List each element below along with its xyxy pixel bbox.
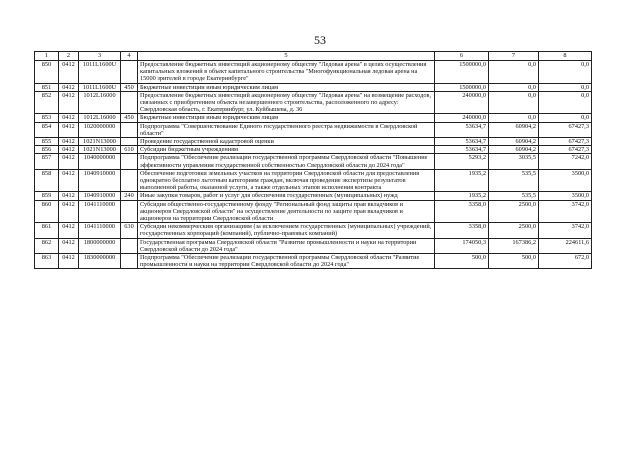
target-code-cell: 1830000000 — [79, 254, 121, 269]
expense-type-cell — [121, 122, 138, 137]
section-code-cell: 0412 — [59, 192, 79, 200]
amount-year2-cell: 0,0 — [489, 83, 539, 91]
amount-year2-cell: 167386,2 — [489, 238, 539, 253]
target-code-cell: 1040000000 — [79, 154, 121, 169]
description-cell: Субсидии бюджетным учреждениям — [138, 146, 435, 154]
target-code-cell: 1041110000 — [79, 200, 121, 223]
amount-year1-cell: 1935,2 — [435, 169, 489, 192]
amount-year2-cell: 2500,0 — [489, 200, 539, 223]
section-code-cell: 0412 — [59, 146, 79, 154]
header-cell: 4 — [121, 52, 138, 61]
table-row — [35, 254, 592, 269]
section-code-cell: 0412 — [59, 223, 79, 238]
amount-year3-cell: 672,0 — [539, 254, 592, 269]
amount-year1-cell: 1500000,0 — [435, 83, 489, 91]
description-cell: Проведение государственной кадастровой оценки — [138, 138, 435, 146]
row-number-cell: 855 — [35, 138, 59, 146]
expense-type-cell: 240 — [121, 192, 138, 200]
amount-year2-cell: 535,5 — [489, 169, 539, 192]
header-cell: 1 — [35, 52, 59, 61]
expense-type-cell — [121, 200, 138, 223]
amount-year3-cell: 3500,0 — [539, 192, 592, 200]
row-number-cell: 862 — [35, 238, 59, 253]
section-code-cell: 0412 — [59, 254, 79, 269]
amount-year2-cell: 60904,2 — [489, 122, 539, 137]
description-cell: Подпрограмма "Совершенствование Единого государственного реестра недвижимости в Свердловской области" — [138, 122, 435, 137]
amount-year3-cell: 67427,3 — [539, 146, 592, 154]
row-number-cell: 863 — [35, 254, 59, 269]
target-code-cell: 1021N13000 — [79, 138, 121, 146]
table-row — [35, 238, 592, 253]
section-code-cell: 0412 — [59, 154, 79, 169]
table-body — [35, 61, 592, 269]
amount-year1-cell: 174050,3 — [435, 238, 489, 253]
expense-type-cell — [121, 238, 138, 253]
amount-year3-cell: 0,0 — [539, 83, 592, 91]
row-number-cell: 851 — [35, 83, 59, 91]
table-row — [35, 192, 592, 200]
row-number-cell: 856 — [35, 146, 59, 154]
header-cell: 2 — [59, 52, 79, 61]
amount-year1-cell: 3358,0 — [435, 223, 489, 238]
amount-year3-cell: 3742,0 — [539, 200, 592, 223]
description-cell: Подпрограмма "Обеспечение реализации государственной программы Свердловской области "Развитие промышленности и науки на территории Свердловской области до 2024 года" — [138, 254, 435, 269]
header-cell: 5 — [138, 52, 435, 61]
expense-type-cell: 630 — [121, 223, 138, 238]
page-number: 53 — [314, 33, 326, 47]
header-cell: 8 — [539, 52, 592, 61]
row-number-cell: 861 — [35, 223, 59, 238]
amount-year2-cell: 0,0 — [489, 61, 539, 84]
description-cell: Субсидия общественно-государственному фонду "Региональный фонд защиты прав вкладчиков и акционеров Свердловской области" на осуществление деятельности по защите прав вкладчиков и акционеров на территории Свердловской области — [138, 200, 435, 223]
expense-type-cell — [121, 138, 138, 146]
section-code-cell: 0412 — [59, 114, 79, 122]
table-row — [35, 122, 592, 137]
target-code-cell: 1020000000 — [79, 122, 121, 137]
amount-year3-cell: 3500,0 — [539, 169, 592, 192]
amount-year1-cell: 1500000,0 — [435, 61, 489, 84]
table-row — [35, 223, 592, 238]
amount-year1-cell: 53634,7 — [435, 146, 489, 154]
section-code-cell: 0412 — [59, 91, 79, 114]
row-number-cell: 853 — [35, 114, 59, 122]
description-cell: Обеспечение подготовки земельных участков на территории Свердловской области для предоставления однократно бесплатно льготным категориям граждан, включая проведение экспертизы результатов выполненной работы, оказанной услуги, а также отдельных этапов исполнения контракта — [138, 169, 435, 192]
amount-year3-cell: 67427,3 — [539, 122, 592, 137]
target-code-cell: 1012L16000 — [79, 114, 121, 122]
amount-year1-cell: 240000,0 — [435, 114, 489, 122]
row-number-cell: 858 — [35, 169, 59, 192]
section-code-cell: 0412 — [59, 61, 79, 84]
amount-year1-cell: 240000,0 — [435, 91, 489, 114]
row-number-cell: 852 — [35, 91, 59, 114]
expense-type-cell — [121, 169, 138, 192]
description-cell: Государственная программа Свердловской области "Развитие промышленности и науки на территории Свердловской области до 2024 года" — [138, 238, 435, 253]
section-code-cell: 0412 — [59, 138, 79, 146]
description-cell: Иные закупки товаров, работ и услуг для обеспечения государственных (муниципальных) нужд — [138, 192, 435, 200]
row-number-cell: 857 — [35, 154, 59, 169]
expense-type-cell: 450 — [121, 114, 138, 122]
amount-year1-cell: 5293,2 — [435, 154, 489, 169]
description-cell: Бюджетные инвестиции иным юридическим лицам — [138, 114, 435, 122]
amount-year3-cell: 0,0 — [539, 61, 592, 84]
target-code-cell: 1041110000 — [79, 223, 121, 238]
target-code-cell: 1021N13000 — [79, 146, 121, 154]
target-code-cell: 1800000000 — [79, 238, 121, 253]
amount-year3-cell: 3742,0 — [539, 223, 592, 238]
row-number-cell: 850 — [35, 61, 59, 84]
description-cell: Предоставление бюджетных инвестиций акционерному обществу "Ледовая арена" в целях осуществления капитальных вложений в объект капитального строительства "Многофункциональная ледовая арена на 15000 зрителей в городе Екатеринбурге" — [138, 61, 435, 84]
table-row — [35, 138, 592, 146]
table-row — [35, 154, 592, 169]
description-cell: Субсидии некоммерческим организациям (за исключением государственных (муниципальных) учреждений, государственных корпораций (компаний), публично-правовых компаний) — [138, 223, 435, 238]
amount-year1-cell: 1935,2 — [435, 192, 489, 200]
row-number-cell: 860 — [35, 200, 59, 223]
header-cell: 6 — [435, 52, 489, 61]
target-code-cell: 1012L16000 — [79, 91, 121, 114]
expense-type-cell — [121, 61, 138, 84]
amount-year2-cell: 0,0 — [489, 91, 539, 114]
header-cell: 3 — [79, 52, 121, 61]
expense-type-cell — [121, 154, 138, 169]
expense-type-cell — [121, 91, 138, 114]
amount-year1-cell: 53634,7 — [435, 138, 489, 146]
amount-year3-cell: 0,0 — [539, 114, 592, 122]
expense-type-cell — [121, 254, 138, 269]
target-code-cell: 1011L1600U — [79, 83, 121, 91]
table-row — [35, 200, 592, 223]
budget-table — [34, 51, 592, 269]
table-row — [35, 61, 592, 84]
table-row — [35, 91, 592, 114]
section-code-cell: 0412 — [59, 122, 79, 137]
amount-year3-cell: 0,0 — [539, 91, 592, 114]
section-code-cell: 0412 — [59, 83, 79, 91]
description-cell: Предоставление бюджетных инвестиций акционерному обществу "Ледовая арена" на возмещение расходов, связанных с приобретением объекта незавершенного строительства, расположенного по адресу: Свердловская область, г. Екатеринбург, ул. Куйбышева, д. 36 — [138, 91, 435, 114]
amount-year2-cell: 60904,2 — [489, 146, 539, 154]
amount-year2-cell: 60904,2 — [489, 138, 539, 146]
row-number-cell: 859 — [35, 192, 59, 200]
description-cell: Подпрограмма "Обеспечение реализации государственной программы Свердловской области "Повышение эффективности управления государственной собственностью Свердловской области до 2024 года" — [138, 154, 435, 169]
section-code-cell: 0412 — [59, 169, 79, 192]
header-cell: 7 — [489, 52, 539, 61]
expense-type-cell: 450 — [121, 83, 138, 91]
amount-year3-cell: 67427,3 — [539, 138, 592, 146]
amount-year1-cell: 500,0 — [435, 254, 489, 269]
row-number-cell: 854 — [35, 122, 59, 137]
table-row — [35, 83, 592, 91]
target-code-cell: 1011L1600U — [79, 61, 121, 84]
amount-year2-cell: 3035,5 — [489, 154, 539, 169]
table-row — [35, 169, 592, 192]
amount-year2-cell: 535,5 — [489, 192, 539, 200]
amount-year1-cell: 53634,7 — [435, 122, 489, 137]
target-code-cell: 1040910000 — [79, 169, 121, 192]
description-cell: Бюджетные инвестиции иным юридическим лицам — [138, 83, 435, 91]
table-row — [35, 146, 592, 154]
expense-type-cell: 610 — [121, 146, 138, 154]
section-code-cell: 0412 — [59, 200, 79, 223]
target-code-cell: 1040910000 — [79, 192, 121, 200]
amount-year2-cell: 2500,0 — [489, 223, 539, 238]
table-row — [35, 114, 592, 122]
amount-year2-cell: 0,0 — [489, 114, 539, 122]
section-code-cell: 0412 — [59, 238, 79, 253]
amount-year3-cell: 7242,0 — [539, 154, 592, 169]
amount-year1-cell: 3358,0 — [435, 200, 489, 223]
header-row — [35, 52, 592, 61]
amount-year3-cell: 224611,6 — [539, 238, 592, 253]
amount-year2-cell: 500,0 — [489, 254, 539, 269]
